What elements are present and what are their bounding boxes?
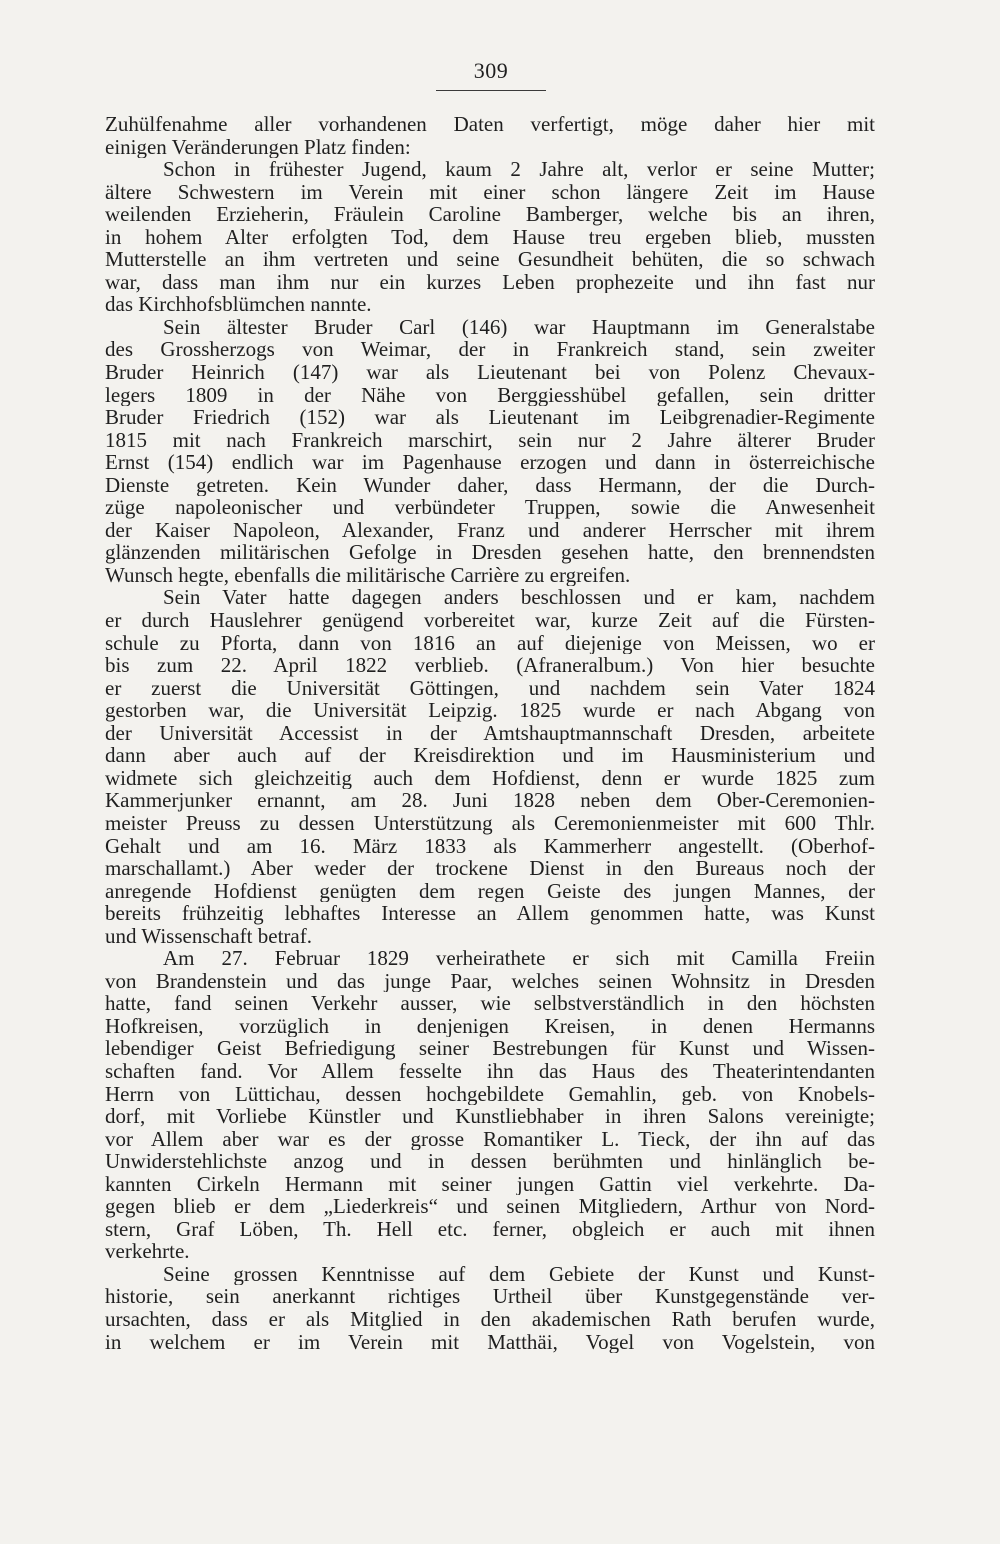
text-line: ursachten, dass er als Mitglied in den akademischen Rath berufen wurde,	[105, 1307, 875, 1331]
text-line: schule zu Pforta, dann von 1816 an auf diejenige von Meissen, wo er	[105, 631, 875, 655]
text-line: stern, Graf Löben, Th. Hell etc. ferner, obgleich er auch mit ihnen	[105, 1217, 875, 1241]
page-number-rule	[436, 90, 546, 91]
text-line: meister Preuss zu dessen Unterstützung als Ceremonienmeister mit 600 Thlr.	[105, 811, 875, 835]
text-line: Am 27. Februar 1829 verheirathete er sich mit Camilla Freiin	[163, 947, 875, 970]
text-line: hatte, fand seinen Verkehr ausser, wie selbstverständlich in den höchsten	[105, 992, 875, 1015]
text-line: verkehrte.	[105, 1240, 190, 1263]
text-line: vor Allem aber war es der grosse Romantiker L. Tieck, der ihn auf das	[105, 1127, 875, 1151]
text-line: bereits frühzeitig lebhaftes Interesse an Allem genommen hatte, was Kunst	[105, 902, 875, 925]
text-line: Gehalt und am 16. März 1833 als Kammerherr angestellt. (Oberhof-	[105, 834, 875, 858]
text-line: gestorben war, die Universität Leipzig. 1825 wurde er nach Abgang von	[105, 699, 875, 722]
text-line: des Grossherzogs von Weimar, der in Frankreich stand, sein zweiter	[105, 338, 875, 362]
text-line: war, dass man ihm nur ein kurzes Leben prophezeite und ihn fast nur	[105, 270, 875, 294]
text-line: Hofkreisen, vorzüglich in denjenigen Kreisen, in denen Hermanns	[105, 1014, 875, 1038]
text-line: Wunsch hegte, ebenfalls die militärische Carrière zu ergreifen.	[105, 563, 631, 587]
text-line: züge napoleonischer und verbündeter Truppen, sowie die Anwesenheit	[105, 496, 875, 519]
text-line: widmete sich gleichzeitig auch dem Hofdienst, denn er wurde 1825 zum	[105, 766, 875, 790]
text-line: marschallamt.) Aber weder der trockene Dienst in den Bureaus noch der	[105, 857, 875, 880]
text-line: Seine grossen Kenntnisse auf dem Gebiete der Kunst und Kunst-	[163, 1262, 875, 1286]
text-line: und Wissenschaft betraf.	[105, 924, 312, 948]
text-line: Bruder Friedrich (152) war als Lieutenant im Leibgrenadier-Regimente	[105, 406, 875, 429]
text-line: in hohem Alter erfolgten Tod, dem Hause treu ergeben blieb, mussten	[105, 225, 875, 249]
text-line: Schon in frühester Jugend, kaum 2 Jahre alt, verlor er seine Mutter;	[163, 158, 875, 181]
text-line: das Kirchhofsblümchen nannte.	[105, 293, 372, 316]
text-line: glänzenden militärischen Gefolge in Dresden gesehen hatte, den brennendsten	[105, 541, 875, 564]
text-line: Bruder Heinrich (147) war als Lieutenant bei von Polenz Chevaux-	[105, 361, 875, 384]
text-line: 1815 mit nach Frankreich marschirt, sein nur 2 Jahre älterer Bruder	[105, 428, 875, 452]
text-line: Mutterstelle an ihm vertreten und seine Gesundheit behüten, die so schwach	[105, 248, 875, 271]
text-line: er zuerst die Universität Göttingen, und nachdem sein Vater 1824	[105, 676, 875, 700]
text-line: er durch Hauslehrer genügend vorbereitet war, kurze Zeit auf die Fürsten-	[105, 609, 875, 632]
text-line: der Kaiser Napoleon, Alexander, Franz und anderer Herrscher mit ihrem	[105, 518, 875, 542]
text-line: von Brandenstein und das junge Paar, welches seinen Wohnsitz in Dresden	[105, 969, 875, 993]
text-line: in welchem er im Verein mit Matthäi, Vogel von Vogelstein, von	[105, 1330, 875, 1354]
text-line: Herrn von Lüttichau, dessen hochgebildete Gemahlin, geb. von Knobels-	[105, 1082, 875, 1106]
text-line: Kammerjunker ernannt, am 28. Juni 1828 neben dem Ober-Ceremonien-	[105, 789, 875, 812]
text-line: anregende Hofdienst genügten dem regen Geiste des jungen Mannes, der	[105, 879, 875, 903]
text-line: der Universität Accessist in der Amtshauptmannschaft Dresden, arbeitete	[105, 721, 875, 745]
text-line: dann aber auch auf der Kreisdirektion und im Hausministerium und	[105, 744, 875, 767]
text-line: Sein ältester Bruder Carl (146) war Hauptmann im Generalstabe	[163, 315, 875, 339]
body-text	[105, 113, 875, 1353]
text-line: schaften fand. Vor Allem fesselte ihn das Haus des Theaterintendanten	[105, 1059, 875, 1083]
page-number: 309	[473, 58, 509, 83]
text-line: ältere Schwestern im Verein mit einer schon längere Zeit im Hause	[105, 180, 875, 204]
text-line: legers 1809 in der Nähe von Berggiesshübel gefallen, sein dritter	[105, 383, 875, 407]
text-line: Dienste getreten. Kein Wunder daher, dass Hermann, der die Durch-	[105, 473, 875, 497]
text-line: lebendiger Geist Befriedigung seiner Bestrebungen für Kunst und Wissen-	[105, 1037, 875, 1060]
text-line: einigen Veränderungen Platz finden:	[105, 135, 411, 159]
text-line: Zuhülfenahme aller vorhandenen Daten verfertigt, möge daher hier mit	[105, 113, 875, 136]
text-line: gegen blieb er dem „Liederkreis“ und seinen Mitgliedern, Arthur von Nord-	[105, 1195, 875, 1218]
text-line: historie, sein anerkannt richtiges Urtheil über Kunstgegenstände ver-	[105, 1285, 875, 1308]
text-line: kannten Cirkeln Hermann mit seiner jungen Gattin viel verkehrte. Da-	[105, 1172, 875, 1196]
text-line: bis zum 22. April 1822 verblieb. (Afraneralbum.) Von hier besuchte	[105, 654, 875, 677]
text-line: weilenden Erzieherin, Fräulein Caroline Bamberger, welche bis an ihren,	[105, 203, 875, 226]
text-line: Sein Vater hatte dagegen anders beschlossen und er kam, nachdem	[163, 586, 875, 610]
text-line: Ernst (154) endlich war im Pagenhause erzogen und dann in österreichische	[105, 451, 875, 474]
text-line: dorf, mit Vorliebe Künstler und Kunstliebhaber in ihren Salons vereinigte;	[105, 1105, 875, 1128]
text-line: Unwiderstehlichste anzog und in dessen berühmten und hinlänglich be-	[105, 1150, 875, 1173]
